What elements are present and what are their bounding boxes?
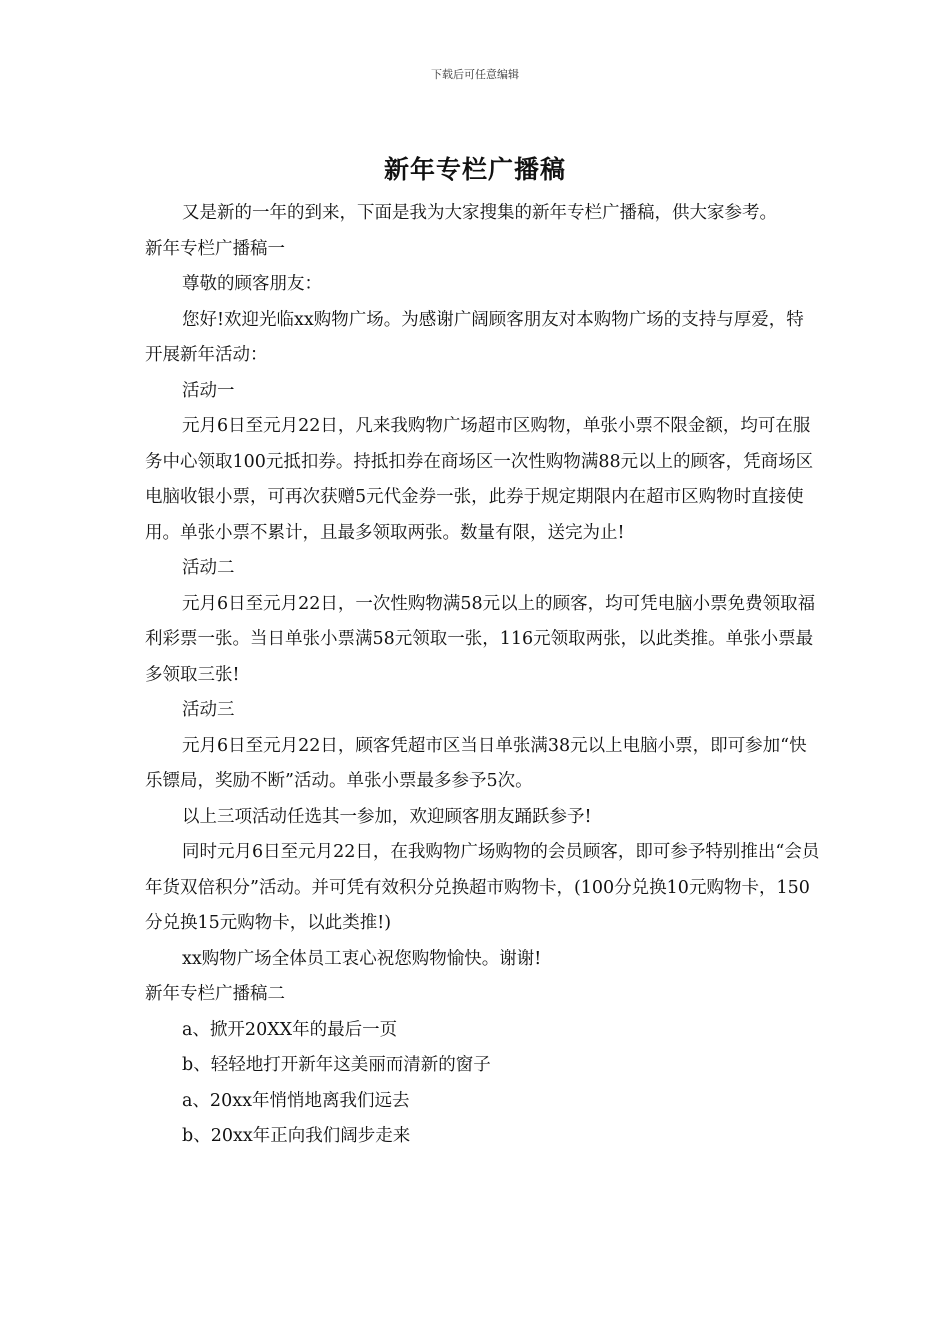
member-paragraph: 同时元月6日至元月22日，在我购物广场购物的会员顾客，即可参予特别推出“会员年货双倍积分”活动。并可凭有效积分兑换超市购物卡，(100分兑换10元购物卡，150分兑换15元购物卡，以此类推!) <box>145 842 820 933</box>
dialogue-line: a、掀开20XX年的最后一页 <box>182 1019 398 1040</box>
document-title: 新年专栏广播稿 <box>383 155 566 184</box>
activity3-title: 活动三 <box>182 700 235 720</box>
closing-paragraph: xx购物广场全体员工衷心祝您购物愉快。谢谢! <box>182 948 542 969</box>
activity2-title: 活动二 <box>182 558 235 578</box>
greeting-paragraph: 尊敬的顾客朋友： <box>182 274 322 294</box>
choose-one-paragraph: 以上三项活动任选其一参加，欢迎顾客朋友踊跃参予! <box>182 806 592 827</box>
dialogue-line: a、20xx年悄悄地离我们远去 <box>182 1090 410 1111</box>
activity2-paragraph: 元月6日至元月22日，一次性购物满58元以上的顾客，均可凭电脑小票免费领取福利彩票一张。当日单张小票满58元领取一张，116元领取两张，以此类推。单张小票最多领取三张! <box>145 593 816 685</box>
activity1-paragraph: 元月6日至元月22日，凡来我购物广场超市区购物，单张小票不限金额，均可在服务中心领取100元抵扣券。持抵扣券在商场区一次性购物满88元以上的顾客，凭商场区电脑收银小票，可再次获赠5元代金券一张，此券于规定期限内在超市区购物时直接使用。单张小票不累计，且最多领取两张。数量有限，送完为止! <box>145 416 814 543</box>
header-note: 下载后可任意编辑 <box>431 68 519 81</box>
activity1-title: 活动一 <box>182 380 235 401</box>
dialogue-line: b、20xx年正向我们阔步走来 <box>182 1126 411 1146</box>
section2-heading: 新年专栏广播稿二 <box>145 984 285 1004</box>
intro-paragraph: 又是新的一年的到来，下面是我为大家搜集的新年专栏广播稿，供大家参考。 <box>182 203 777 223</box>
section1-heading: 新年专栏广播稿一 <box>145 238 285 259</box>
document-body <box>145 196 821 1155</box>
welcome-paragraph: 您好!欢迎光临xx购物广场。为感谢广阔顾客朋友对本购物广场的支持与厚爱，特开展新年活动： <box>145 309 804 365</box>
dialogue-line: b、轻轻地打开新年这美丽而清新的窗子 <box>182 1055 491 1075</box>
activity3-paragraph: 元月6日至元月22日，顾客凭超市区当日单张满38元以上电脑小票，即可参加“快乐镖局，奖励不断”活动。单张小票最多参予5次。 <box>145 735 807 791</box>
